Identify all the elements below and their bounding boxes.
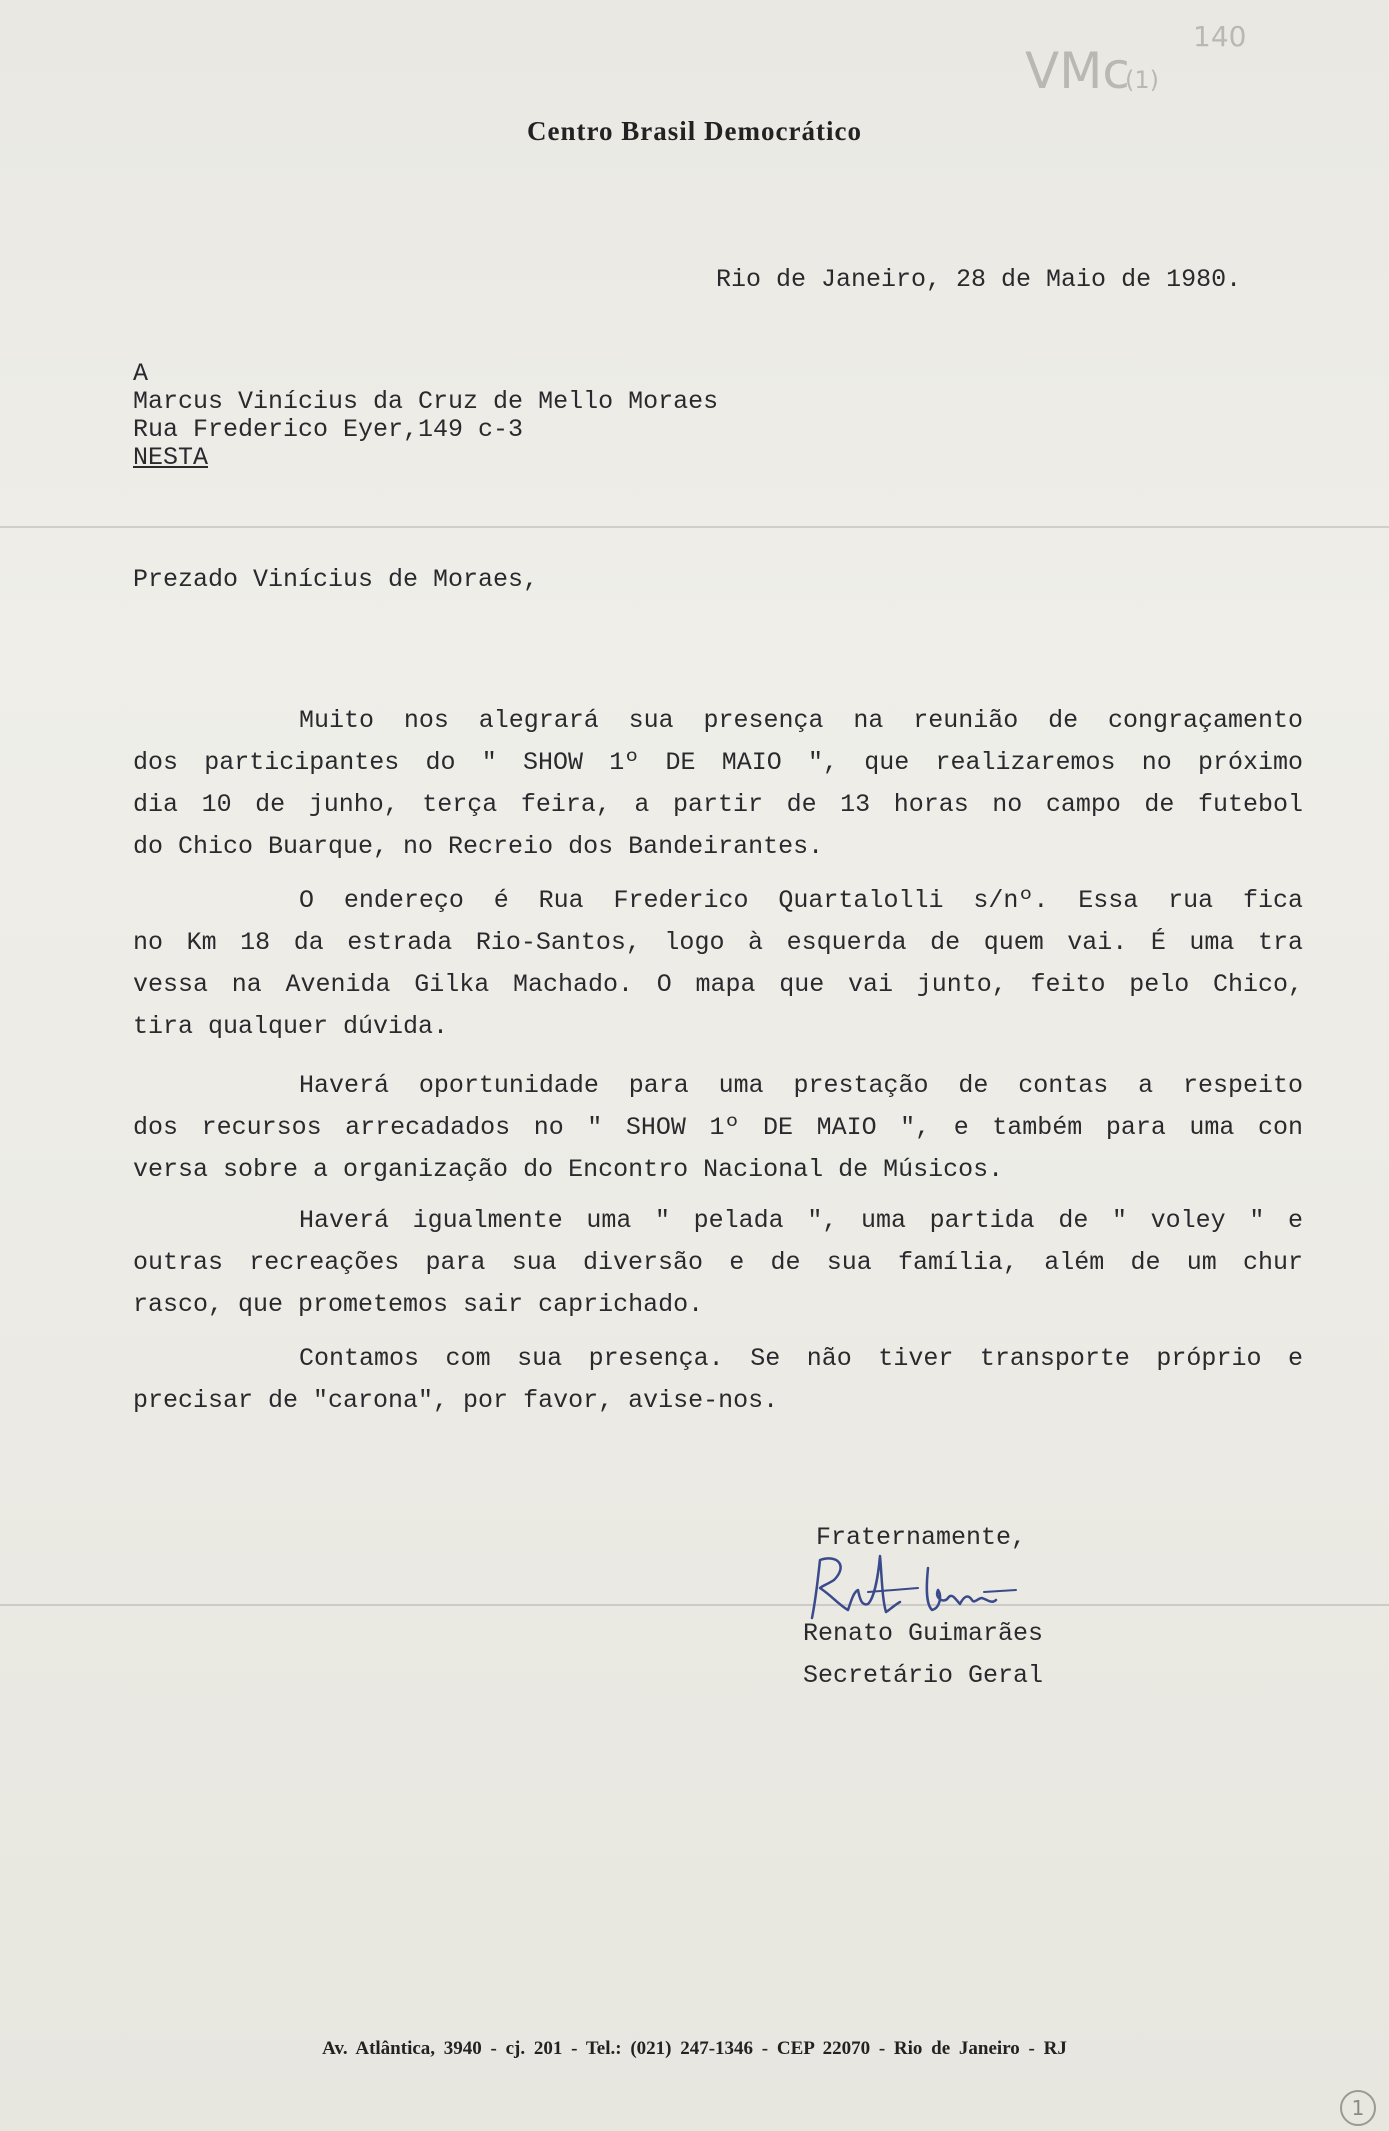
archive-note-part: (1): [1125, 66, 1159, 94]
paragraph-line: vessa na Avenida Gilka Machado. O mapa que vai junto, feito pelo Chico,: [133, 970, 1303, 999]
paragraph-line: rasco, que prometemos sair caprichado.: [133, 1290, 704, 1319]
addressee-street: Rua Frederico Eyer,149 c-3: [133, 415, 524, 444]
paragraph: [133, 880, 1303, 1048]
fold-line-bottom: [0, 1604, 1389, 1606]
paragraph-line: do Chico Buarque, no Recreio dos Bandeirantes.: [133, 832, 824, 861]
paragraph-line: dia 10 de junho, terça feira, a partir de 13 horas no campo de futebol: [133, 790, 1303, 819]
paragraph-line: O endereço é Rua Frederico Quartalolli s/nº. Essa rua fica: [299, 886, 1303, 915]
archive-note-number: 140: [1193, 20, 1247, 53]
paragraph: [133, 1065, 1303, 1191]
fold-line-top: [0, 526, 1389, 528]
salutation: Prezado Vinícius de Moraes,: [133, 565, 539, 594]
paragraph-line: precisar de "carona", por favor, avise-nos.: [133, 1386, 779, 1415]
addressee-prefix: A: [133, 359, 149, 388]
addressee-name: Marcus Vinícius da Cruz de Mello Moraes: [133, 387, 719, 416]
signer-name: Renato Guimarães: [803, 1619, 1044, 1648]
letterhead-footer: Av. Atlântica, 3940 - cj. 201 - Tel.: (021) 247-1346 - CEP 22070 - Rio de Janeiro - RJ: [322, 2038, 1067, 2059]
letterhead-title: Centro Brasil Democrático: [527, 116, 862, 146]
archive-pencil-note: [1025, 20, 1325, 110]
archive-note-code: VMc: [1025, 42, 1130, 100]
paragraph: [133, 1200, 1303, 1326]
paragraph-line: Muito nos alegrará sua presença na reunião de congraçamento: [299, 706, 1303, 735]
paragraph-line: dos participantes do " SHOW 1º DE MAIO ", que realizaremos no próximo: [133, 748, 1303, 777]
page-number-stamp: 1: [1340, 2090, 1376, 2126]
paragraph-line: dos recursos arrecadados no " SHOW 1º DE MAIO ", e também para uma con: [133, 1113, 1303, 1142]
handwritten-signature: [808, 1548, 1048, 1628]
paragraph: [133, 1338, 1303, 1422]
signer-title: Secretário Geral: [803, 1661, 1044, 1690]
letter-date: Rio de Janeiro, 28 de Maio de 1980.: [716, 265, 1242, 294]
paragraph-line: Contamos com sua presença. Se não tiver transporte próprio e: [299, 1344, 1303, 1373]
paragraph-line: tira qualquer dúvida.: [133, 1012, 449, 1041]
paragraph-line: versa sobre a organização do Encontro Nacional de Músicos.: [133, 1155, 1004, 1184]
paragraph-line: no Km 18 da estrada Rio-Santos, logo à esquerda de quem vai. É uma tra: [133, 928, 1303, 957]
paragraph-line: outras recreações para sua diversão e de sua família, além de um chur: [133, 1248, 1303, 1277]
paragraph: [133, 700, 1303, 868]
addressee-city: NESTA: [133, 443, 209, 472]
closing: Fraternamente,: [816, 1523, 1027, 1552]
paragraph-line: Haverá igualmente uma " pelada ", uma partida de " voley " e: [299, 1206, 1303, 1235]
paragraph-line: Haverá oportunidade para uma prestação de contas a respeito: [299, 1071, 1303, 1100]
